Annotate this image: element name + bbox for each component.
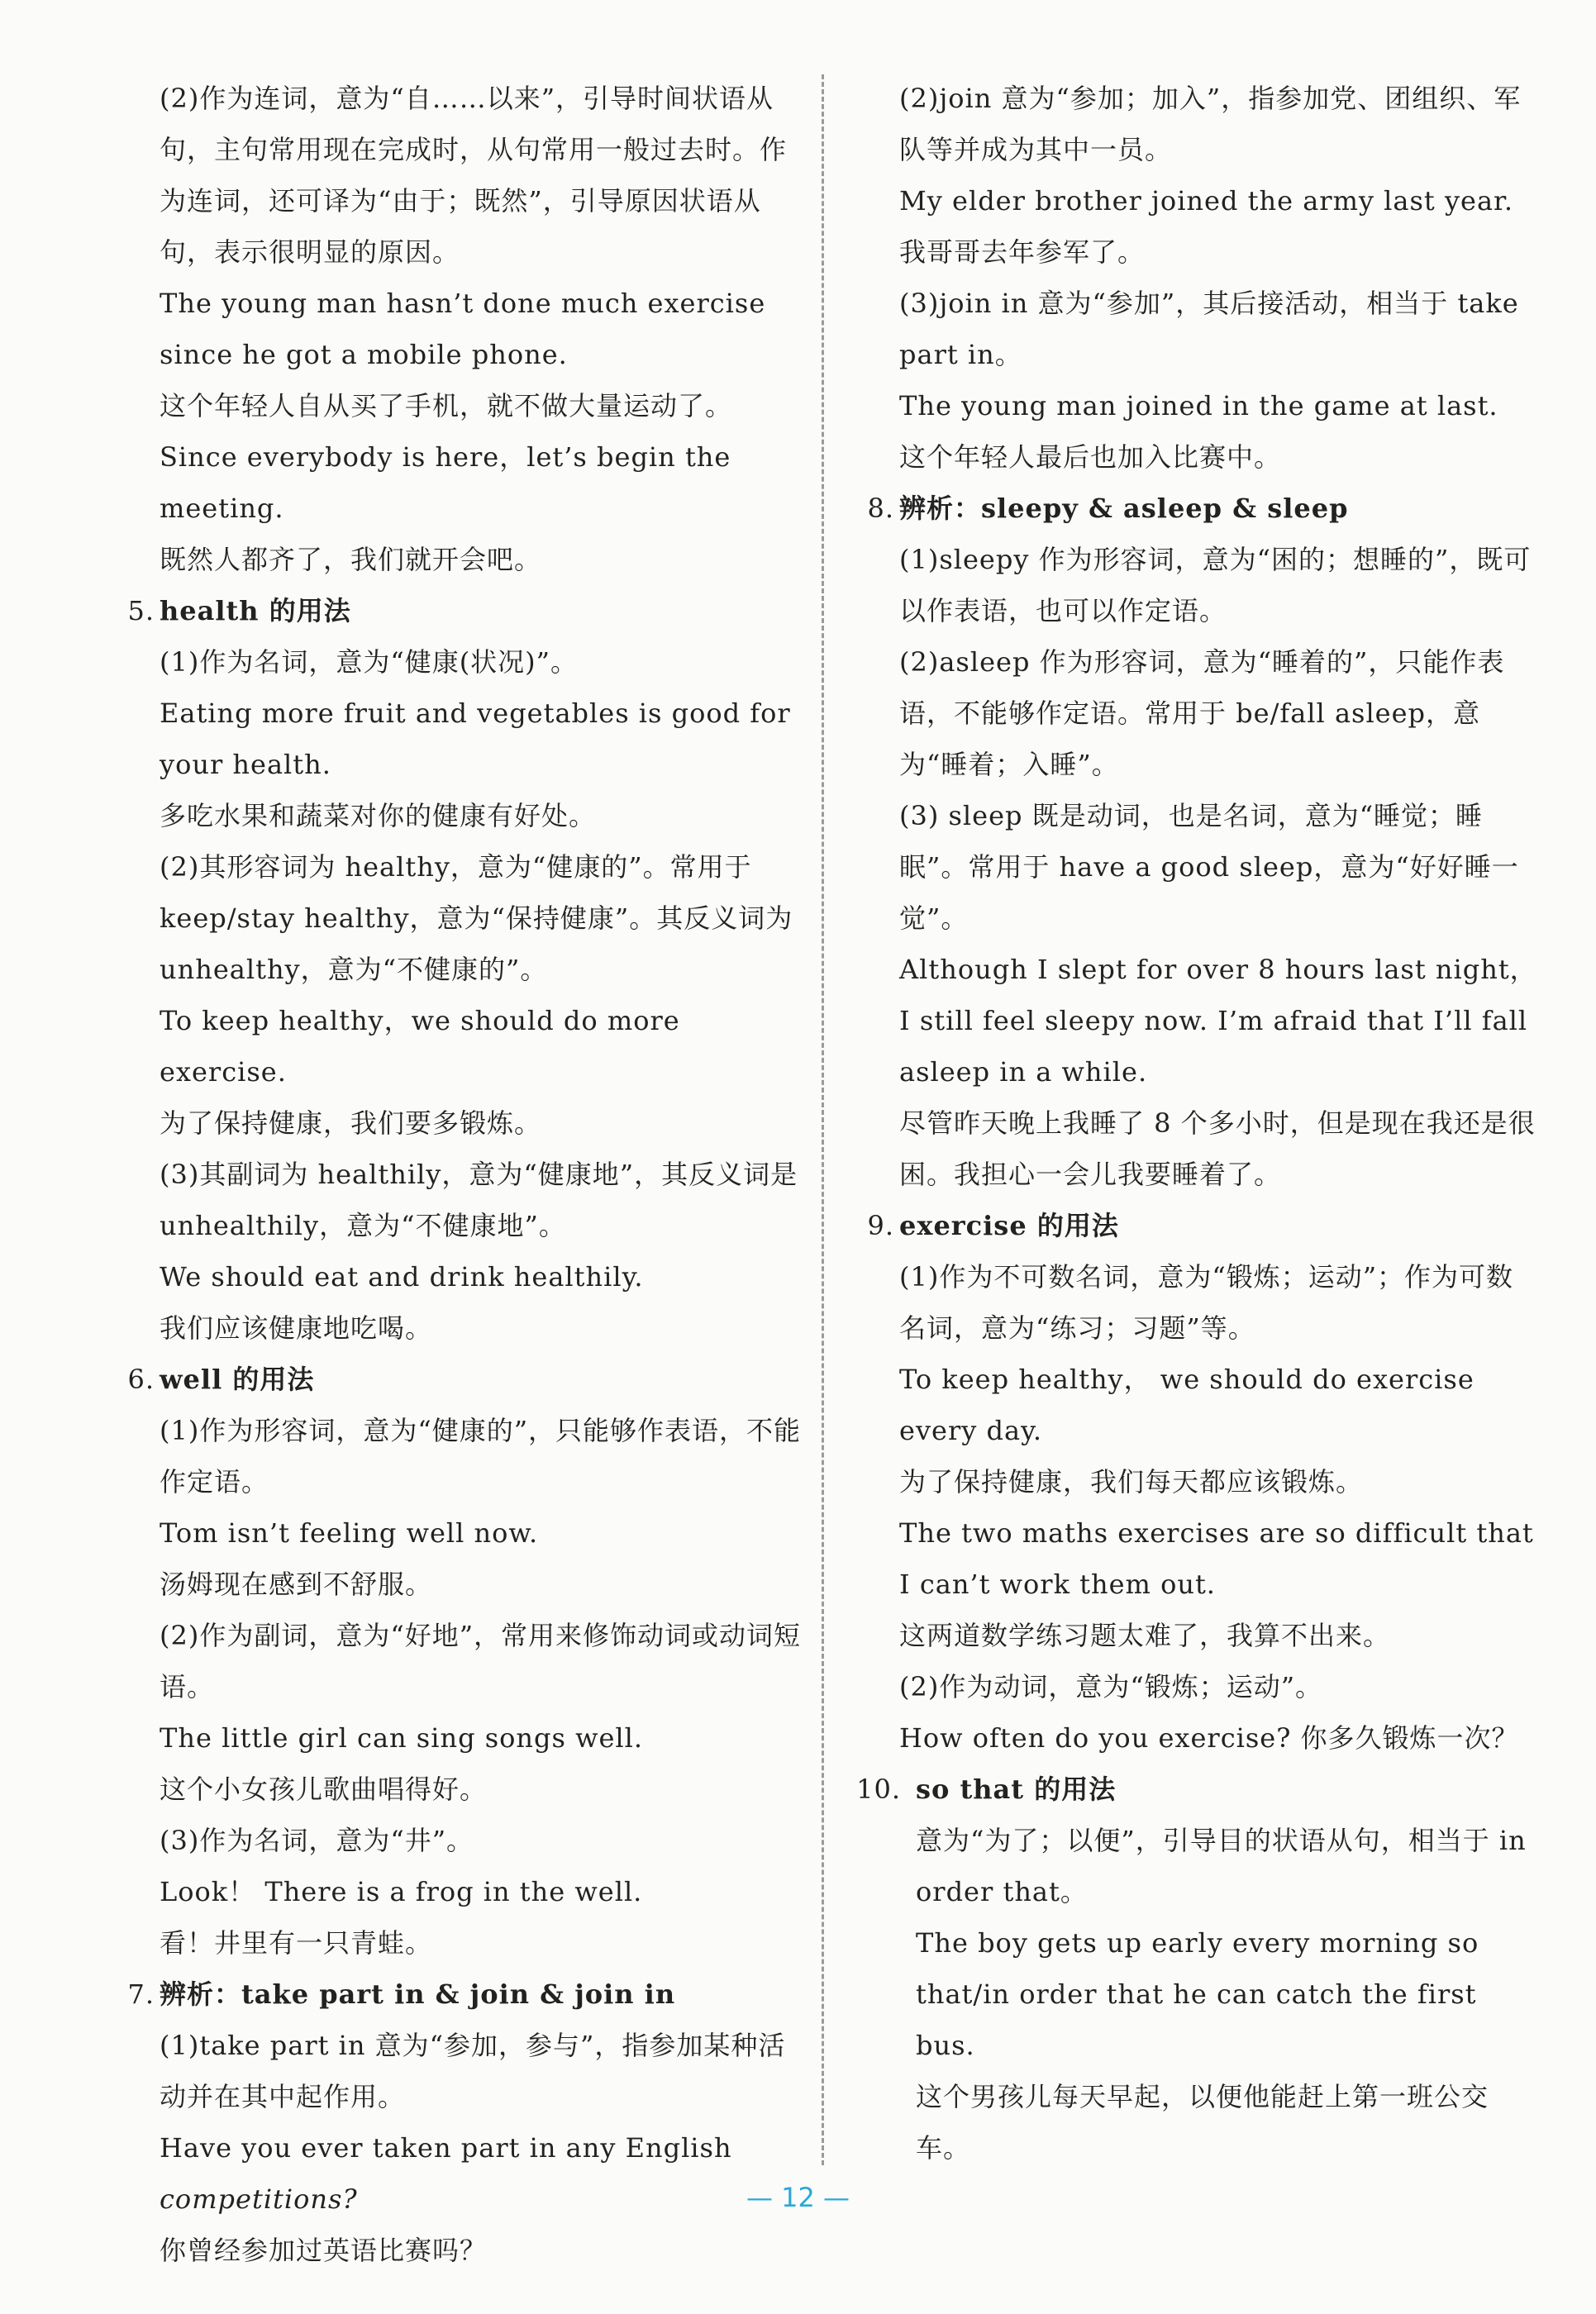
example-sentence-zh: 你曾经参加过英语比赛吗？ <box>160 2235 488 2266</box>
section-title: exercise 的用法 <box>899 1210 1119 1241</box>
section-title: well 的用法 <box>160 1364 315 1395</box>
left-column <box>112 73 802 2276</box>
example-sentence-en: Tom isn’t feeling well now. <box>160 1517 539 1549</box>
paragraph: (3) sleep 既是动词，也是名词，意为“睡觉；睡眠”。常用于 have a good sleep，意为“好好睡一觉”。 <box>899 800 1519 934</box>
section-title: so that 的用法 <box>916 1774 1117 1805</box>
example-sentence-en: The young man joined in the game at last. <box>899 390 1498 421</box>
paragraph: (2)其形容词为 healthy，意为“健康的”。常用于 keep/stay healthy，意为“保持健康”。其反义词为 unhealthy，意为“不健康的”。 <box>160 851 793 985</box>
section-number: 8. <box>867 493 894 524</box>
example-sentence-en: Look！ There is a frog in the well. <box>160 1876 643 1907</box>
example-sentence-zh: 这个年轻人自从买了手机，就不做大量运动了。 <box>160 390 733 421</box>
section-title: health 的用法 <box>160 595 351 626</box>
paragraph: (2)作为连词，意为“自……以来”，引导时间状语从句，主句常用现在完成时，从句常用一般过去时。作为连词，还可译为“由于；既然”，引导原因状语从句，表示很明显的原因。 <box>160 83 788 268</box>
section-10 <box>851 1764 1537 2174</box>
example-sentence-en: We should eat and drink healthily. <box>160 1261 644 1293</box>
example-sentence-en: Have you ever taken part in any English <box>160 2132 732 2164</box>
paragraph: (1)take part in 意为“参加，参与”，指参加某种活动并在其中起作用。 <box>160 2030 786 2112</box>
example-sentence-en: The boy gets up early every morning so that/in order that he can catch the first bus. <box>916 1927 1479 2061</box>
section-number: 7. <box>127 1978 155 2010</box>
paragraph: (3)其副词为 healthily，意为“健康地”，其反义词是 unhealthily，意为“不健康地”。 <box>160 1159 798 1241</box>
example-sentence-en: To keep healthy，we should do more exercise. <box>160 1005 680 1088</box>
example-sentence-zh: 这个年轻人最后也加入比赛中。 <box>899 441 1282 473</box>
paragraph: (1)作为不可数名词，意为“锻炼；运动”；作为可数名词，意为“练习；习题”等。 <box>899 1261 1514 1344</box>
column-divider <box>822 74 824 2165</box>
example-sentence-en: The little girl can sing songs well. <box>160 1722 644 1754</box>
paragraph: (2)作为动词，意为“锻炼；运动”。 <box>899 1671 1323 1702</box>
right-column <box>851 73 1537 2174</box>
example-sentence-zh: 这个小女孩儿歌曲唱得好。 <box>160 1774 488 1805</box>
page-number: — 12 — <box>746 2182 850 2213</box>
example-sentence-zh: 看！井里有一只青蛙。 <box>160 1927 433 1959</box>
example-sentence-zh: 多吃水果和蔬菜对你的健康有好处。 <box>160 800 597 831</box>
section-title: 辨析：take part in & join & join in <box>160 1978 676 2010</box>
example-sentence-en: Eating more fruit and vegetables is good for your health. <box>160 698 791 780</box>
example-sentence-en: The two maths exercises are so difficult that I can’t work them out. <box>899 1517 1534 1600</box>
example-sentence-en-italic: competitions? <box>160 2183 358 2215</box>
section-title: 辨析：sleepy & asleep & sleep <box>899 493 1349 524</box>
section-6 <box>112 1354 802 1969</box>
example-sentence-zh: 既然人都齐了，我们就开会吧。 <box>160 544 542 575</box>
section-number: 6. <box>127 1364 155 1395</box>
paragraph: (1)作为形容词，意为“健康的”，只能够作表语，不能作定语。 <box>160 1415 802 1497</box>
example-sentence-zh: 这个男孩儿每天早起，以便他能赶上第一班公交车。 <box>916 2081 1489 2164</box>
example-sentence-en: Since everybody is here，let’s begin the meeting. <box>160 441 731 524</box>
example-sentence-zh: 为了保持健康，我们要多锻炼。 <box>160 1107 542 1139</box>
example-sentence-en: How often do you exercise? 你多久锻炼一次？ <box>899 1722 1519 1754</box>
example-sentence-zh: 尽管昨天晚上我睡了 8 个多小时，但是现在我还是很困。我担心一会儿我要睡着了。 <box>899 1107 1536 1190</box>
section-8 <box>851 483 1537 1200</box>
paragraph: (3)作为名词，意为“井”。 <box>160 1825 474 1856</box>
paragraph: (3)join in 意为“参加”，其后接活动，相当于 take part in。 <box>899 288 1519 370</box>
example-sentence-zh: 这两道数学练习题太难了，我算不出来。 <box>899 1620 1391 1651</box>
section-7 <box>112 1969 802 2276</box>
section-number: 9. <box>867 1210 894 1241</box>
section-7-continued <box>851 73 1537 483</box>
section-9 <box>851 1200 1537 1764</box>
paragraph: 意为“为了；以便”，引导目的状语从句，相当于 in order that。 <box>916 1825 1527 1907</box>
section-number: 5. <box>127 595 155 626</box>
example-sentence-zh: 汤姆现在感到不舒服。 <box>160 1569 433 1600</box>
paragraph: (1)作为名词，意为“健康(状况)”。 <box>160 646 579 678</box>
section-4-continued <box>112 73 802 585</box>
example-sentence-en: Although I slept for over 8 hours last night，I still feel sleepy now. I’m afraid that I’ll fall asleep in a while. <box>899 954 1537 1088</box>
example-sentence-zh: 为了保持健康，我们每天都应该锻炼。 <box>899 1466 1364 1497</box>
example-sentence-en: To keep healthy， we should do exercise every day. <box>899 1364 1475 1446</box>
example-sentence-en: My elder brother joined the army last year. <box>899 185 1513 217</box>
section-number: 10. <box>856 1774 901 1805</box>
paragraph: (2)作为副词，意为“好地”，常用来修饰动词或动词短语。 <box>160 1620 802 1702</box>
example-sentence-zh: 我们应该健康地吃喝。 <box>160 1312 433 1344</box>
example-sentence-en: The young man hasn’t done much exercise since he got a mobile phone. <box>160 288 766 370</box>
example-sentence-zh: 我哥哥去年参军了。 <box>899 236 1146 268</box>
section-5 <box>112 585 802 1354</box>
paragraph: (2)join 意为“参加；加入”，指参加党、团组织、军队等并成为其中一员。 <box>899 83 1522 165</box>
paragraph: (2)asleep 作为形容词，意为“睡着的”，只能作表语，不能够作定语。常用于 be/fall asleep，意为“睡着；入睡”。 <box>899 646 1505 780</box>
paragraph: (1)sleepy 作为形容词，意为“困的；想睡的”，既可以作表语，也可以作定语。 <box>899 544 1532 626</box>
